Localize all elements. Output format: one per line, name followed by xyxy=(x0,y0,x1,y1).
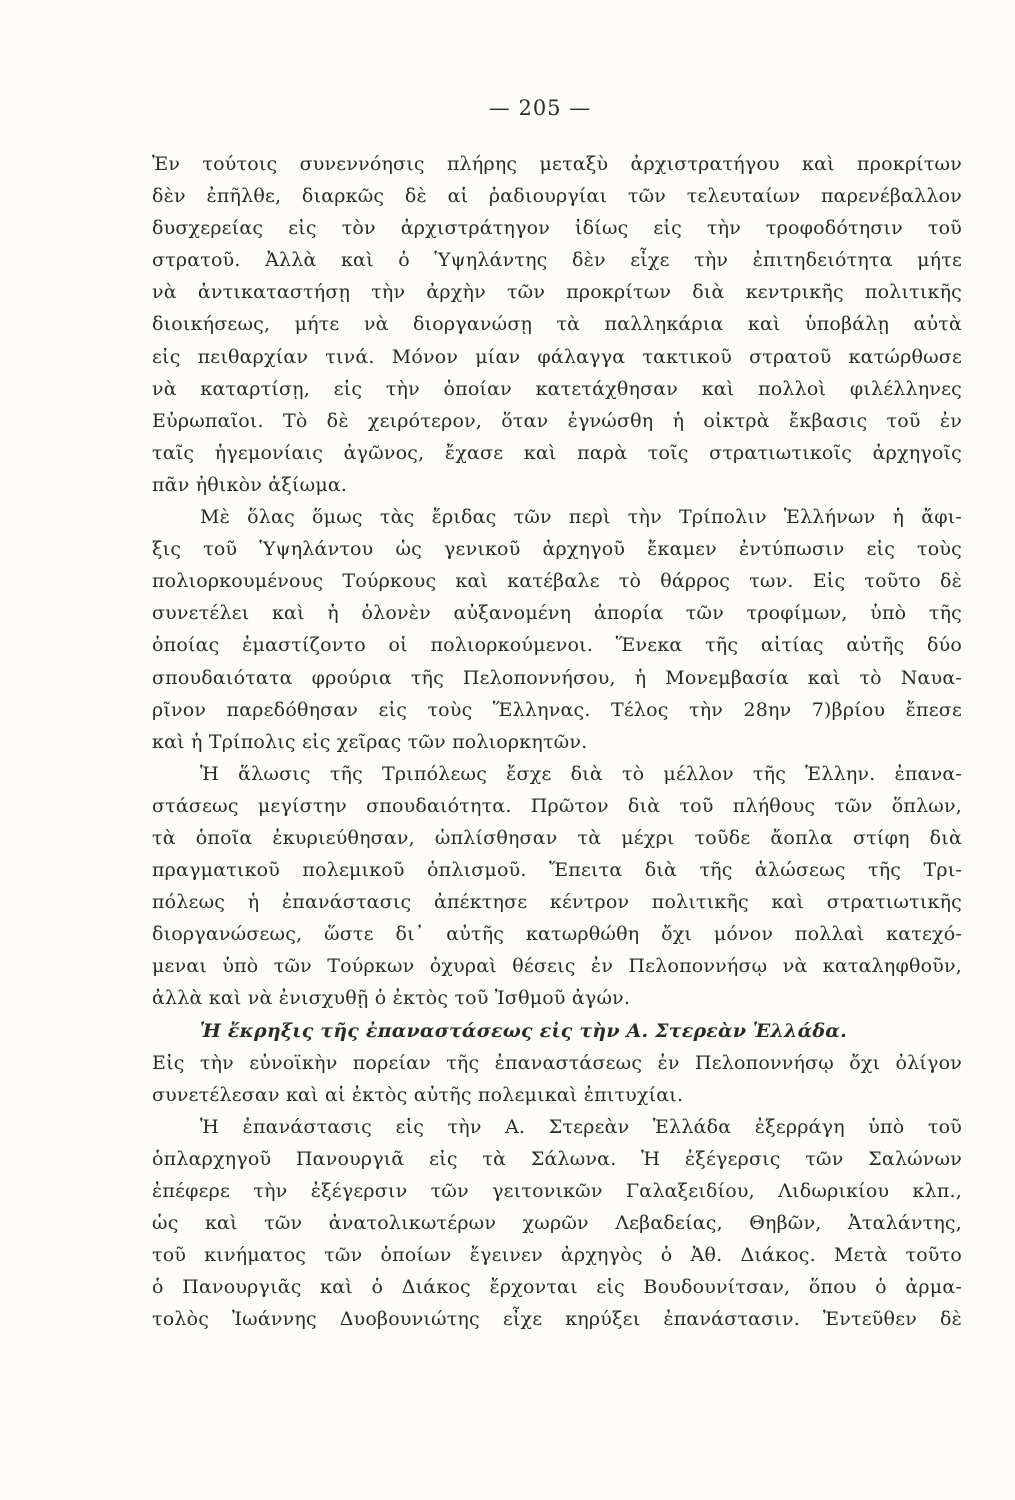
text-line: δὲν ἐπῆλθε, διαρκῶς δὲ αἱ ῥαδιουργίαι τῶν τελευταίων παρενέβαλλον xyxy=(152,185,962,208)
text-line: δυσχερείας εἰς τὸν ἀρχιστράτηγον ἰδίως εἰς τὴν τροφοδότησιν τοῦ xyxy=(152,217,962,240)
page-number: — 205 — xyxy=(488,96,592,120)
text-line: ξις τοῦ Ὑψηλάντου ὡς γενικοῦ ἀρχηγοῦ ἔκαμεν ἐντύπωσιν εἰς τοὺς xyxy=(152,538,962,561)
text-line: διοργανώσεως, ὥστε δι᾿ αὐτῆς κατωρθώθη ὄχι μόνον πολλαὶ κατεχό- xyxy=(152,923,962,946)
text-line: ἀλλὰ καὶ νὰ ἐνισχυθῇ ὁ ἐκτὸς τοῦ Ἰσθμοῦ ἀγών. xyxy=(152,987,631,1010)
text-block-after-heading xyxy=(152,1047,962,1336)
text-line: ὁπλαρχηγοῦ Πανουργιᾶ εἰς τὰ Σάλωνα. Ἡ ἐξέγερσις τῶν Σαλώνων xyxy=(152,1147,962,1170)
text-line: διοικήσεως, μήτε νὰ διοργανώσῃ τὰ παλληκάρια καὶ ὑποβάλῃ αὐτὰ xyxy=(152,313,962,336)
text-line: ὁποίας ἐμαστίζοντο οἱ πολιορκούμενοι. Ἕνεκα τῆς αἰτίας αὐτῆς δύο xyxy=(152,634,962,657)
text-line: Μὲ ὅλας ὅμως τὰς ἔριδας τῶν περὶ τὴν Τρίπολιν Ἑλλήνων ἡ ἄφι- xyxy=(200,506,962,529)
text-line: στρατοῦ. Ἀλλὰ καὶ ὁ Ὑψηλάντης δὲν εἶχε τὴν ἐπιτηδειότητα μήτε xyxy=(152,249,962,272)
text-line: μεναι ὑπὸ τῶν Τούρκων ὀχυραὶ θέσεις ἐν Πελοποννήσῳ νὰ καταληφθοῦν, xyxy=(152,955,962,978)
text-line: πᾶν ἠθικὸν ἀξίωμα. xyxy=(152,473,348,496)
text-block-main xyxy=(152,148,962,1015)
text-line: ταῖς ἡγεμονίαις ἀγῶνος, ἔχασε καὶ παρὰ τοῖς στρατιωτικοῖς ἀρχηγοῖς xyxy=(152,441,962,464)
text-line: σπουδαιότατα φρούρια τῆς Πελοποννήσου, ἡ Μονεμβασία καὶ τὸ Ναυα- xyxy=(152,666,962,689)
text-line: Ἡ ἅλωσις τῆς Τριπόλεως ἔσχε διὰ τὸ μέλλον τῆς Ἑλλην. ἐπανα- xyxy=(200,762,962,785)
text-line: πραγματικοῦ πολεμικοῦ ὁπλισμοῦ. Ἔπειτα διὰ τῆς ἁλώσεως τῆς Τρι- xyxy=(152,859,962,882)
section-heading xyxy=(152,1015,962,1047)
body-text xyxy=(152,148,962,1335)
text-line: Εὐρωπαῖοι. Τὸ δὲ χειρότερον, ὅταν ἐγνώσθη ἡ οἰκτρὰ ἔκβασις τοῦ ἐν xyxy=(152,409,962,432)
text-line: νὰ καταρτίσῃ, εἰς τὴν ὁποίαν κατετάχθησαν καὶ πολλοὶ φιλέλληνες xyxy=(152,377,962,400)
text-line: ὁ Πανουργιᾶς καὶ ὁ Διάκος ἔρχονται εἰς Βουδουνίτσαν, ὅπου ὁ ἀρμα- xyxy=(152,1276,962,1299)
text-line: Ἐν τούτοις συνεννόησις πλήρης μεταξὺ ἀρχιστρατήγου καὶ προκρίτων xyxy=(152,153,962,175)
text-line: Εἰς τὴν εὐνοϊκὴν πορείαν τῆς ἐπαναστάσεως ἐν Πελοποννήσῳ ὄχι ὀλίγον xyxy=(152,1051,962,1074)
text-line: ἐπέφερε τὴν ἐξέγερσιν τῶν γειτονικῶν Γαλαξειδίου, Λιδωρικίου κλπ., xyxy=(152,1180,962,1202)
text-line: εἰς πειθαρχίαν τινά. Μόνον μίαν φάλαγγα τακτικοῦ στρατοῦ κατώρθωσε xyxy=(152,345,962,368)
text-line: καὶ ἡ Τρίπολις εἰς χεῖρας τῶν πολιορκητῶν. xyxy=(152,730,588,753)
text-line: συνετέλει καὶ ἡ ὁλονὲν αὐξανομένη ἀπορία τῶν τροφίμων, ὑπὸ τῆς xyxy=(152,602,962,625)
text-line: Ἡ ἐπανάστασις εἰς τὴν Α. Στερεὰν Ἑλλάδα ἐξερράγη ὑπὸ τοῦ xyxy=(200,1115,962,1138)
text-line: στάσεως μεγίστην σπουδαιότητα. Πρῶτον διὰ τοῦ πλήθους τῶν ὅπλων, xyxy=(152,794,962,817)
text-line: ρῖνον παρεδόθησαν εἰς τοὺς Ἕλληνας. Τέλος τὴν 28ην 7)βρίου ἔπεσε xyxy=(152,698,962,721)
text-line: πολιορκουμένους Τούρκους καὶ κατέβαλε τὸ θάρρος των. Εἰς τοῦτο δὲ xyxy=(152,570,962,593)
text-line: πόλεως ἡ ἐπανάστασις ἀπέκτησε κέντρον πολιτικῆς καὶ στρατιωτικῆς xyxy=(152,891,962,914)
text-line: τοῦ κινήματος τῶν ὁποίων ἔγεινεν ἀρχηγὸς ὁ Ἀθ. Διάκος. Μετὰ τοῦτο xyxy=(152,1244,962,1267)
section-heading-text: Ἡ ἔκρηξις τῆς ἐπαναστάσεως εἰς τὴν Α. Στερεὰν Ἑλλάδα. xyxy=(200,1019,847,1042)
text-line: συνετέλεσαν καὶ αἱ ἐκτὸς αὐτῆς πολεμικαὶ ἐπιτυχίαι. xyxy=(152,1083,684,1106)
text-line: ὡς καὶ τῶν ἀνατολικωτέρων χωρῶν Λεβαδείας, Θηβῶν, Ἀταλάντης, xyxy=(152,1212,962,1235)
text-line: νὰ ἀντικαταστήσῃ τὴν ἀρχὴν τῶν προκρίτων διὰ κεντρικῆς πολιτικῆς xyxy=(152,281,962,304)
text-line: τὰ ὁποῖα ἐκυριεύθησαν, ὡπλίσθησαν τὰ μέχρι τοῦδε ἄοπλα στίφη διὰ xyxy=(152,826,962,849)
text-line: τολὸς Ἰωάννης Δυοβουνιώτης εἶχε κηρύξει ἐπανάστασιν. Ἐντεῦθεν δὲ xyxy=(152,1308,962,1331)
